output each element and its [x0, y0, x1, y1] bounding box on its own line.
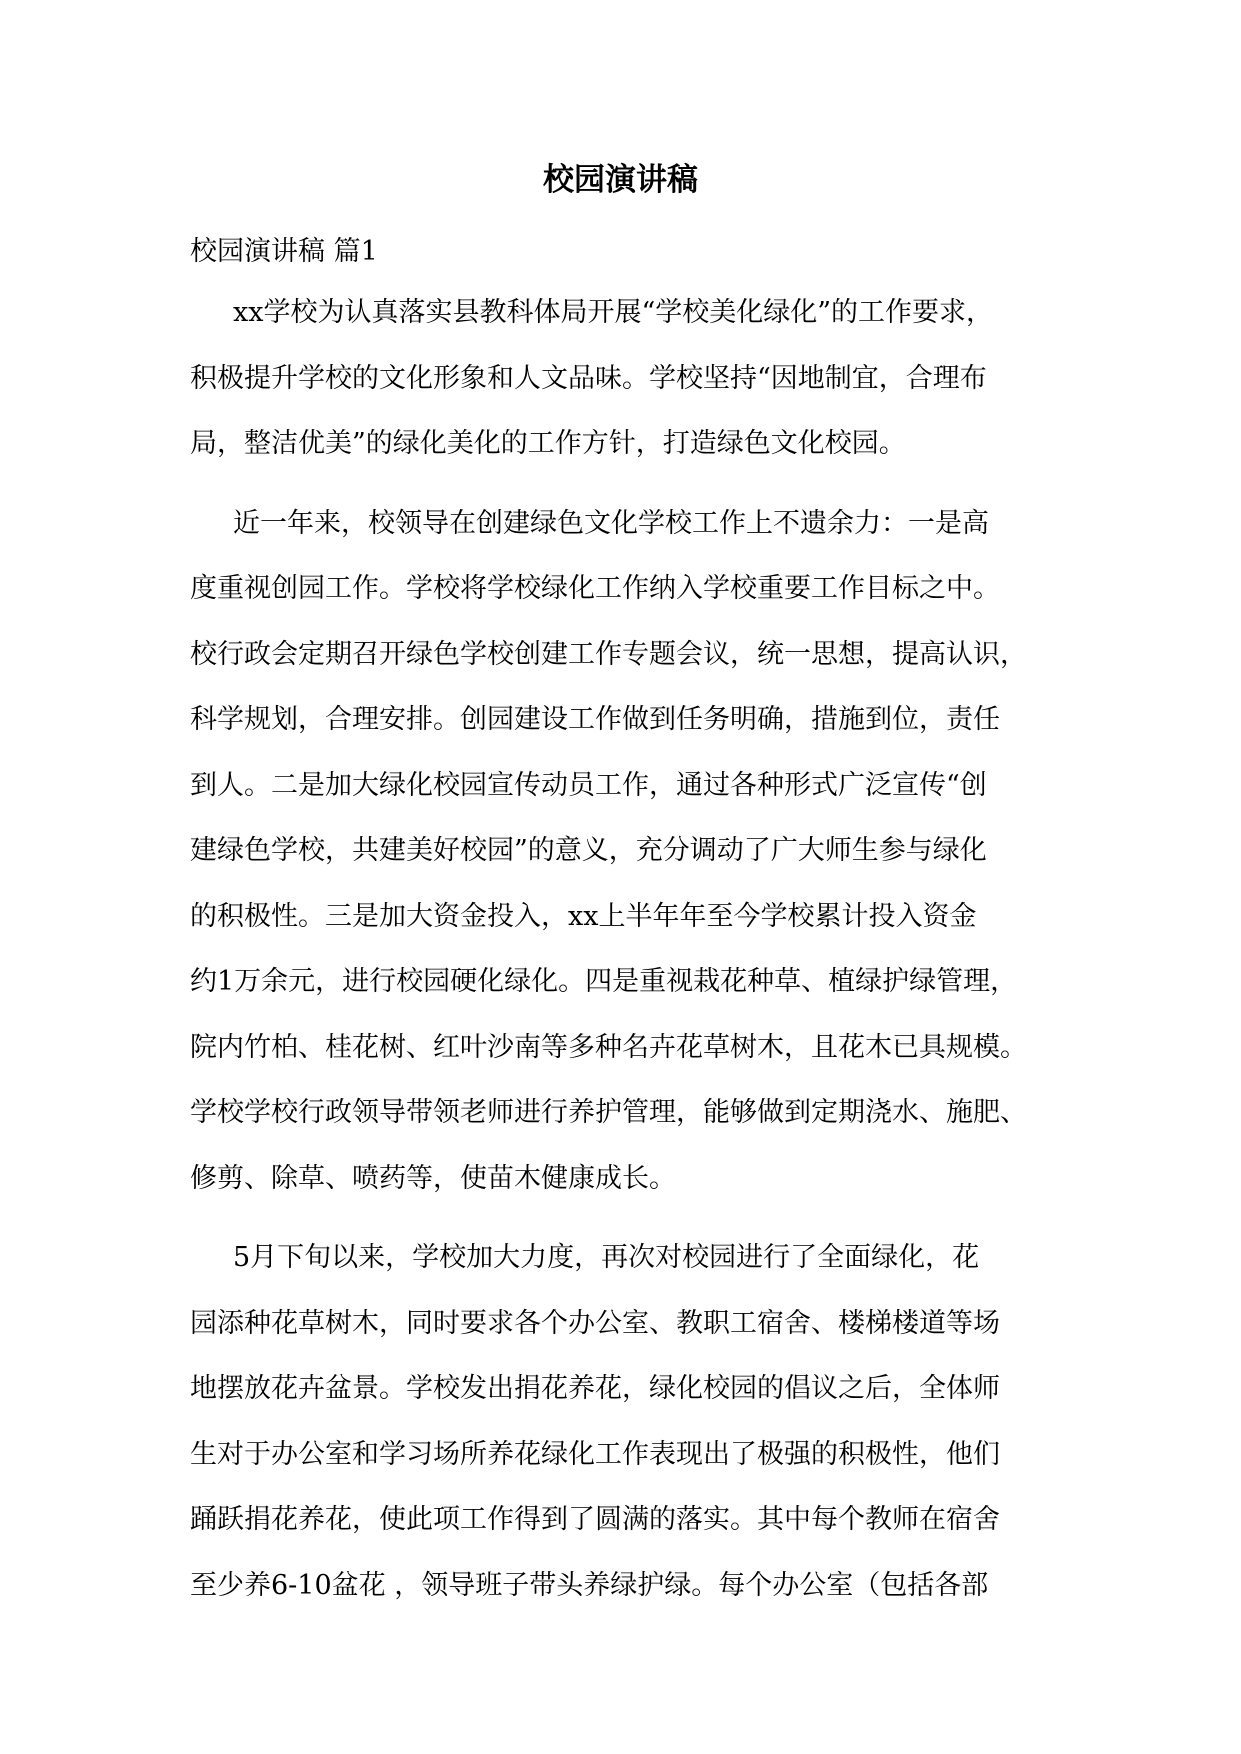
paragraph-line: 生对于办公室和学习场所养花绿化工作表现出了极强的积极性，他们: [190, 1438, 1000, 1470]
paragraph-line: 局，整洁优美”的绿化美化的工作方针，打造绿色文化校园。: [190, 428, 906, 459]
paragraph-line: 至少养6-10盆花 ，领导班子带头养绿护绿。每个办公室（包括各部: [190, 1569, 989, 1601]
paragraph-line: 地摆放花卉盆景。学校发出捐花养花，绿化校园的倡议之后，全体师: [190, 1373, 1000, 1404]
paragraph: [190, 499, 1052, 1220]
paragraph-line: 学校学校行政领导带领老师进行养护管理，能够做到定期浇水、施肥、: [190, 1097, 1027, 1128]
paragraph-line: 5月下旬以来，学校加大力度，再次对校园进行了全面绿化，花: [233, 1242, 980, 1273]
paragraph: [190, 288, 1052, 485]
paragraph-line: 校行政会定期召开绿色学校创建工作专题会议，统一思想，提高认识，: [190, 638, 1027, 670]
paragraph-line: 到人。二是加大绿化校园宣传动员工作，通过各种形式广泛宣传“创: [190, 769, 987, 801]
paragraph-line: 约1万余元，进行校园硬化绿化。四是重视栽花种草、植绿护绿管理，: [190, 966, 1018, 997]
paragraph-line: 建绿色学校，共建美好校园”的意义，充分调动了广大师生参与绿化: [190, 835, 987, 866]
paragraph-line: 踊跃捐花养花，使此项工作得到了圆满的落实。其中每个教师在宿舍: [190, 1504, 1000, 1535]
paragraph: [190, 1233, 1052, 1626]
document-body: [190, 288, 1052, 1640]
paragraph-line: xx学校为认真落实县教科体局开展“学校美化绿化”的工作要求，: [233, 297, 994, 328]
paragraph-line: 院内竹柏、桂花树、红叶沙南等多种名卉花草树木，且花木已具规模。: [190, 1031, 1027, 1063]
document-subtitle: 校园演讲稿 篇1: [190, 236, 378, 267]
paragraph-line: 科学规划，合理安排。创园建设工作做到任务明确，措施到位，责任: [190, 704, 1000, 735]
paragraph-line: 修剪、除草、喷药等，使苗木健康成长。: [190, 1162, 676, 1194]
paragraph-line: 度重视创园工作。学校将学校绿化工作纳入学校重要工作目标之中。: [190, 573, 1000, 604]
paragraph-line: 园添种花草树木，同时要求各个办公室、教职工宿舍、楼梯楼道等场: [190, 1307, 1000, 1339]
document-title: 校园演讲稿: [543, 162, 698, 198]
paragraph-line: 的积极性。三是加大资金投入，xx上半年年至今学校累计投入资金: [190, 900, 977, 932]
paragraph-line: 积极提升学校的文化形象和人文品味。学校坚持“因地制宜，合理布: [190, 362, 987, 394]
paragraph-line: 近一年来，校领导在创建绿色文化学校工作上不遗余力：一是高: [233, 507, 989, 539]
